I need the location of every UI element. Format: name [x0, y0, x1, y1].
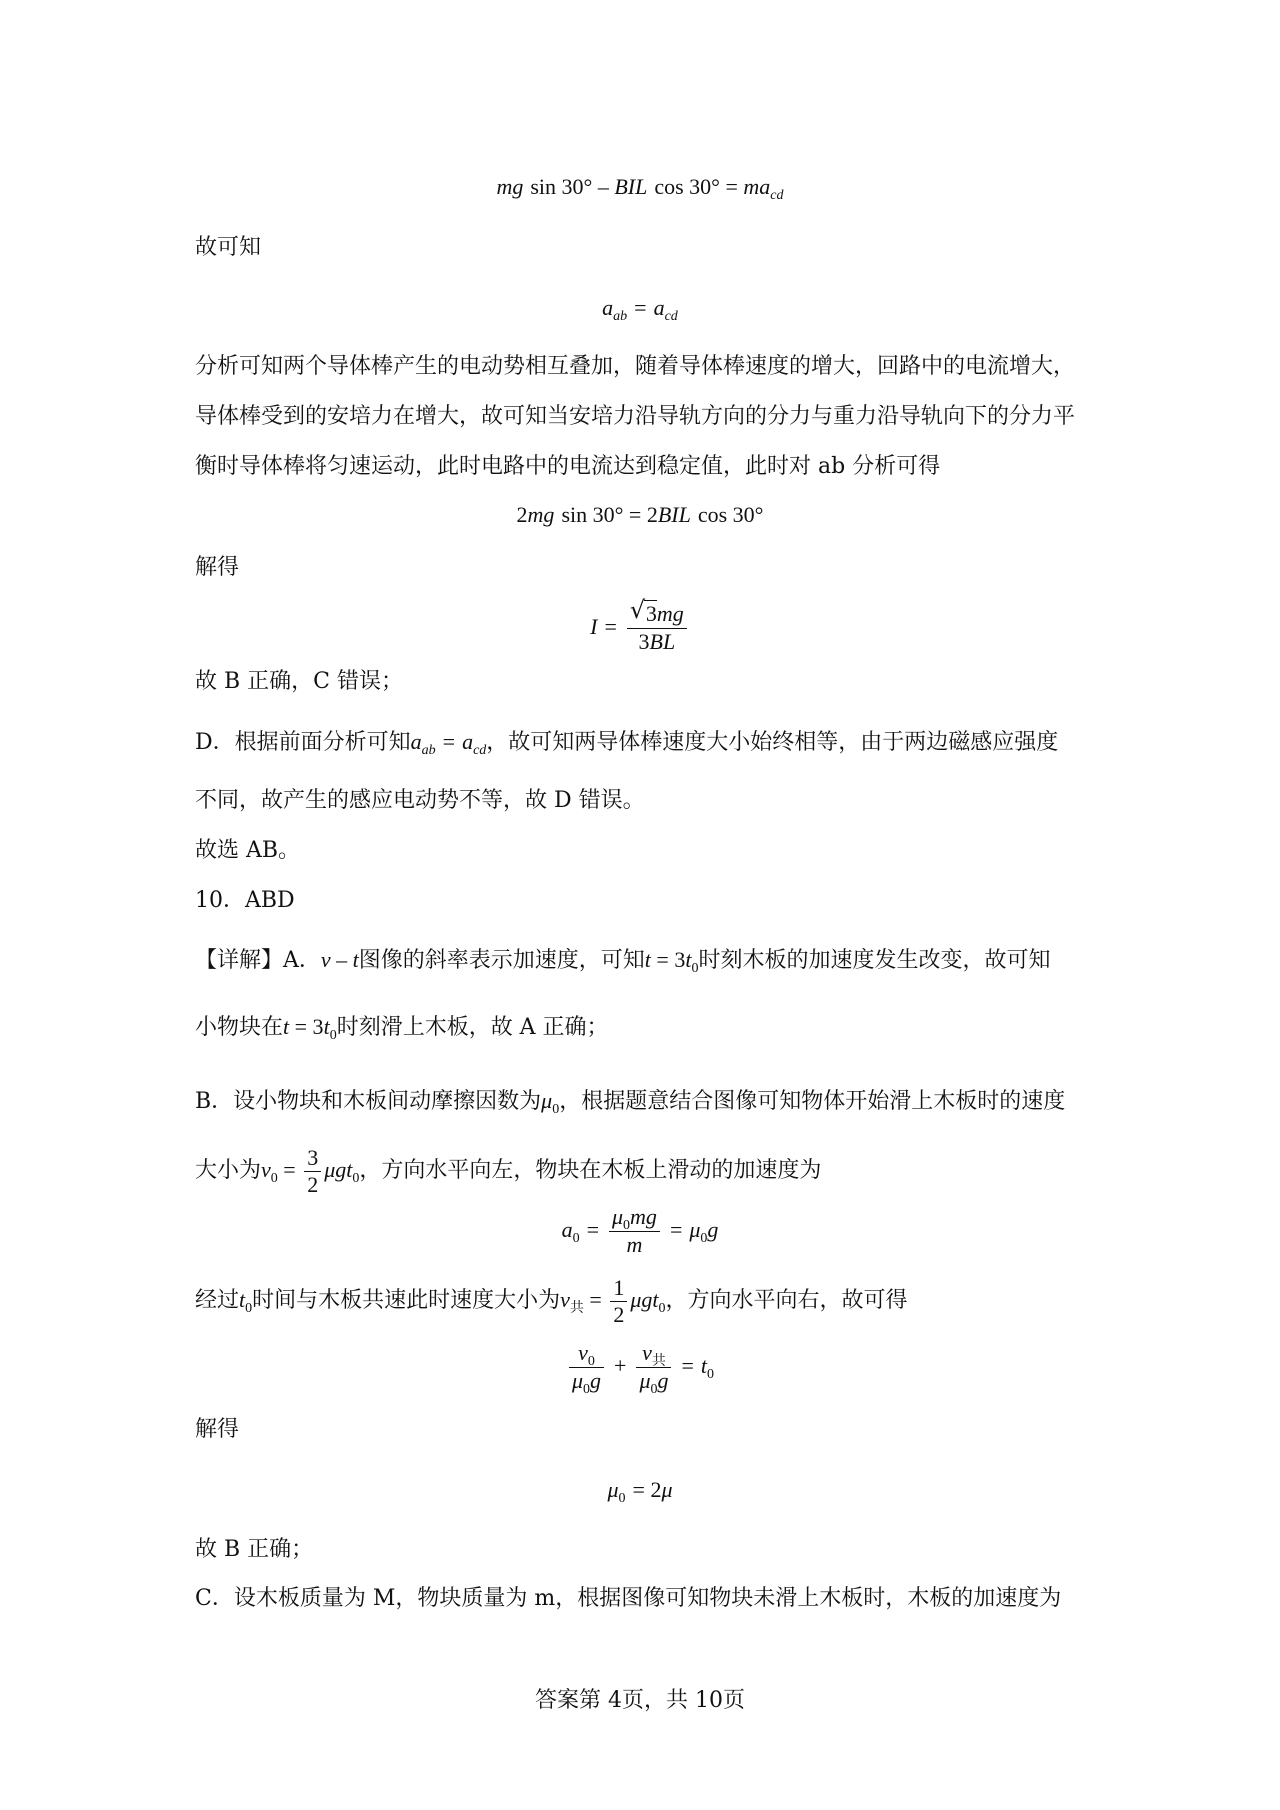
text-paragraph: 衡时导体棒将匀速运动，此时电路中的电流达到稳定值，此时对 ab 分析可得 — [195, 454, 941, 479]
text-paragraph: 小物块在$t = 3t_0$时刻滑上木板，故 A 正确； — [195, 1014, 609, 1043]
question-number: 10．ABD — [195, 888, 295, 913]
text-paragraph: 解得 — [195, 1417, 240, 1442]
text-paragraph: B．设小物块和木板间动摩擦因数为$\mu_0$，根据题意结合图像可知物体开始滑上木板时的速度 — [195, 1088, 1066, 1117]
text-paragraph: 故 B 正确； — [195, 1537, 314, 1562]
text-paragraph: 分析可知两个导体棒产生的电动势相互叠加，随着导体棒速度的增大，回路中的电流增大， — [195, 354, 1076, 379]
equation-block-accel: $a_0$ = $\frac{\mu_0mg}{m}$ = $\mu_0g$ — [561, 1204, 719, 1257]
equation-current: I = √ 3mg 3BL — [0, 597, 1280, 658]
equation-balance: 2mg sin 30° = 2BIL cos 30° — [516, 502, 764, 527]
text-paragraph: 导体棒受到的安培力在增大，故可知当安培力沿导轨方向的分力与重力沿导轨向下的分力平 — [195, 404, 1076, 429]
text-paragraph: 故 B 正确，C 错误； — [195, 669, 403, 694]
text-paragraph: 故可知 — [195, 235, 262, 260]
text-paragraph: D．根据前面分析可知$a_{ab} = a_{cd}$，故可知两导体棒速度大小始终相等，由于两边磁感应强度 — [195, 729, 1059, 758]
page-footer: 答案第 4页，共 10页 — [535, 1688, 745, 1713]
text-paragraph: 经过$t_0$时间与木板共速此时速度大小为$v_共$ = $\frac{1}{2}$ μgt$_0$，方向水平向右，故可得 — [195, 1274, 908, 1327]
equation-time-sum: $\frac{v_0}{\mu_0g}$ + $\frac{v_共}{\mu_0g}$ = $t_0$ — [0, 1336, 1280, 1397]
text-paragraph: 【详解】A．v – t图像的斜率表示加速度，可知$t = 3t_0$时刻木板的加速度发生改变，故可知 — [195, 947, 1051, 976]
text-paragraph: 故选 AB。 — [195, 838, 301, 863]
equation-accel-equal: $a_{ab} = a_{cd}$ — [602, 295, 678, 324]
equation-force-cd: mg sin 30° – BIL $\cos 30^\circ = ma_{cd}$ — [496, 174, 784, 203]
text-paragraph: 大小为$v_0$ = $\frac{3}{2}$ μgt$_0$，方向水平向左，物块在木板上滑动的加速度为 — [195, 1144, 822, 1197]
text-paragraph: C．设木板质量为 M，物块质量为 m，根据图像可知物块未滑上木板时，木板的加速度为 — [195, 1586, 1062, 1611]
equation-mu: $\mu_0 = 2\mu$ — [607, 1477, 673, 1506]
text-paragraph: 解得 — [195, 555, 240, 580]
text-paragraph: 不同，故产生的感应电动势不等，故 D 错误。 — [195, 788, 645, 813]
